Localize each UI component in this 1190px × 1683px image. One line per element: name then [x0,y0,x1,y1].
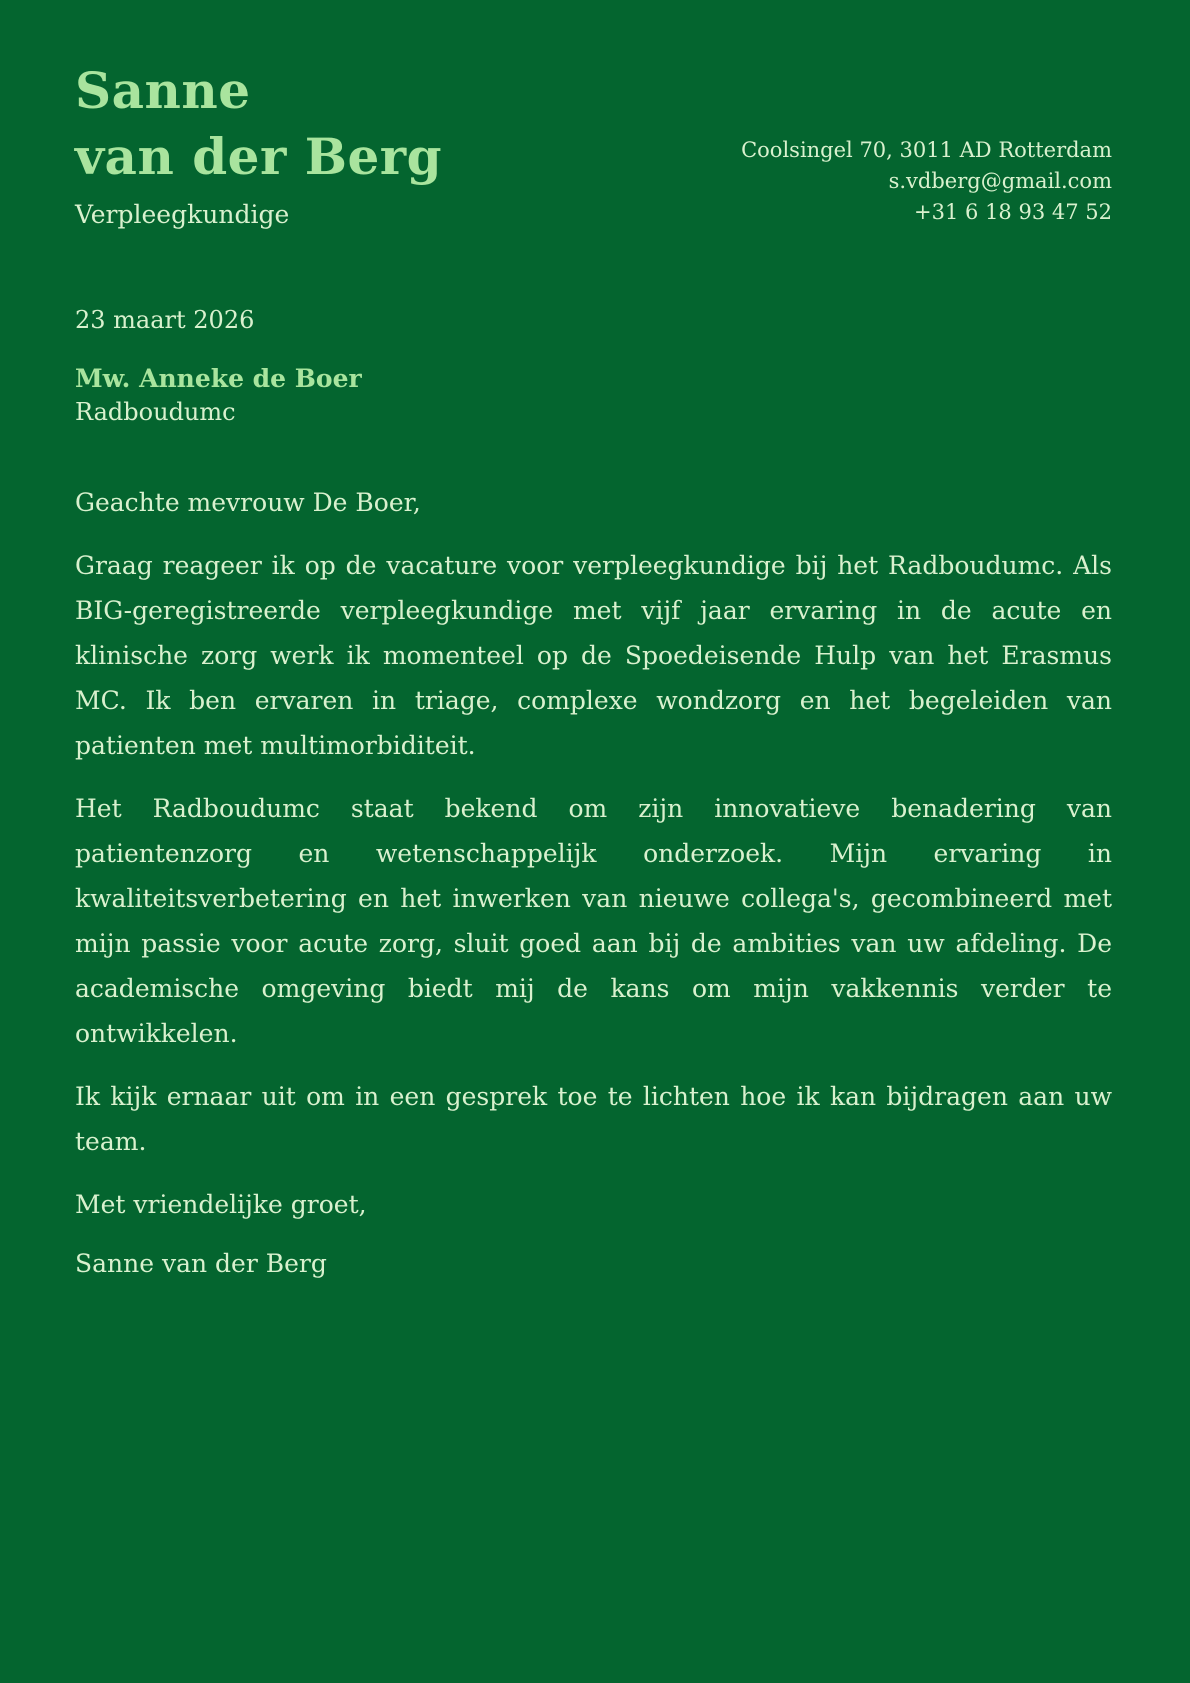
sender-identity [75,58,442,232]
recipient-organization: Radboudumc [75,398,236,426]
sender-name [75,58,442,190]
recipient-name: Mw. Anneke de Boer [75,364,362,393]
closing-line: Met vriendelijke groet, [75,1190,367,1219]
letter-date: 23 maart 2026 [75,306,255,334]
body-paragraph-1: Graag reageer ik op de vacature voor verpleegkundige bij het Radboudumc. Als BIG-geregistreerde verpleegkundige met vijf jaar ervaring in de acute en klinische zorg werk ik momenteel op de Spoedeisende Hulp van het Erasmus MC. Ik ben ervaren in triage, complexe wondzorg en het begeleiden van patienten met multimorbiditeit. [75,551,1112,760]
body-paragraph-3: Ik kijk ernaar uit om in een gesprek toe te lichten hoe ik kan bijdragen aan uw team. [75,1082,1112,1156]
body-paragraph-2: Het Radboudumc staat bekend om zijn innovatieve benadering van patientenzorg en wetenschappelijk onderzoek. Mijn ervaring in kwaliteitsverbetering en het inwerken van nieuwe collega's, gecombineerd met mijn passie voor acute zorg, sluit goed aan bij de ambities van uw afdeling. De academische omgeving biedt mij de kans om mijn vakkennis verder te ontwikkelen. [75,794,1112,1048]
contact-email: s.vdberg@gmail.com [888,169,1112,193]
sender-name-line1: Sanne [75,61,251,120]
salutation: Geachte mevrouw De Boer, [75,488,421,517]
letter-header [75,58,1112,232]
recipient-block [75,362,1112,428]
contact-phone: +31 6 18 93 47 52 [914,200,1112,224]
contact-address: Coolsingel 70, 3011 AD Rotterdam [741,138,1112,162]
sender-name-line2: van der Berg [75,127,443,186]
contact-block [741,135,1112,232]
signature-name: Sanne van der Berg [75,1249,327,1278]
sender-job-title: Verpleegkundige [75,200,290,229]
